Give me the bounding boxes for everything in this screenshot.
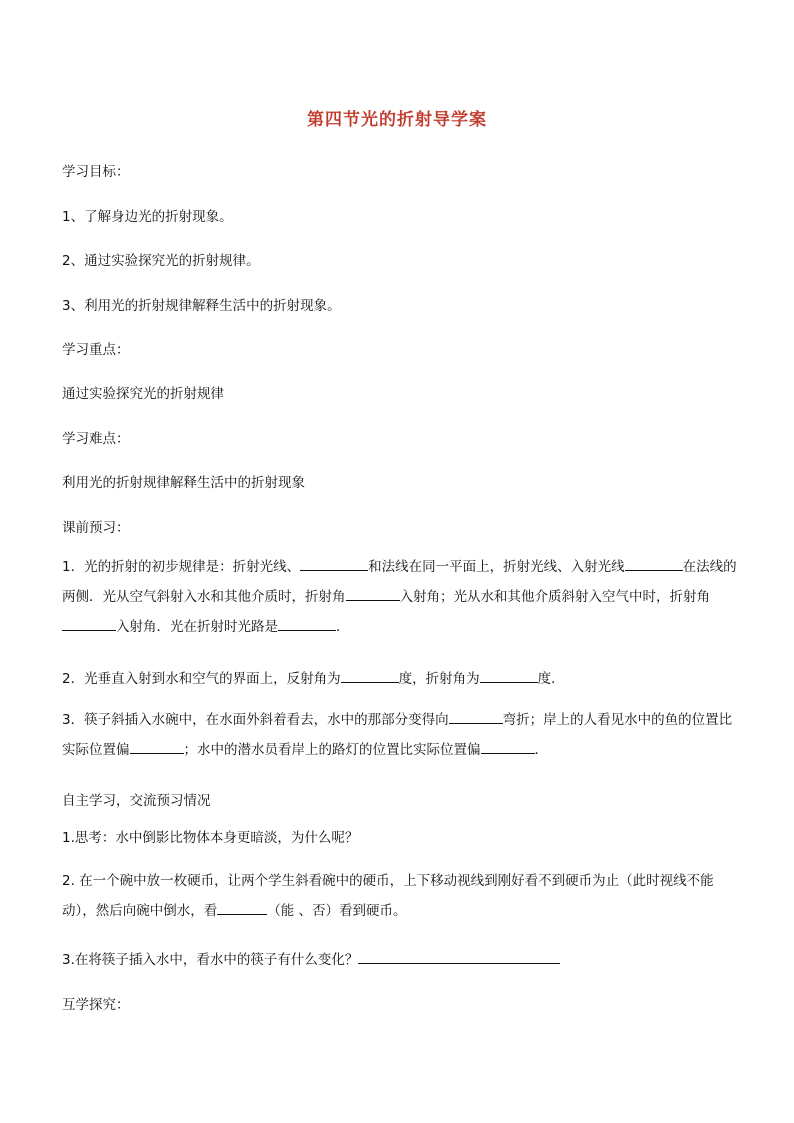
question-2 <box>62 667 565 687</box>
question-text: 弯折；岸上的人看见水中的鱼的位置比实际位置偏 <box>62 712 733 758</box>
question-text: 1．光的折射的初步规律是：折射光线、 <box>62 559 301 575</box>
answer-blank[interactable] <box>625 556 683 571</box>
question-text: （能 、否）看到硬币。 <box>267 903 407 919</box>
question-text: 在法线的两侧．光从空气斜射入水和其他介质时，折射角 <box>62 559 737 605</box>
answer-blank[interactable] <box>358 949 560 964</box>
question-text: ；水中的潜水员看岸上的路灯的位置比实际位置偏 <box>183 742 481 758</box>
question-text: 2．光垂直入射到水和空气的界面上，反射角为 <box>62 671 341 687</box>
answer-blank[interactable] <box>481 739 535 754</box>
question-3 <box>62 705 742 765</box>
question-text: 度． <box>537 671 565 687</box>
focus-heading: 学习重点： <box>62 342 130 358</box>
question-text: 和法线在同一平面上，折射光线、入射光线 <box>368 559 625 575</box>
answer-blank[interactable] <box>300 556 368 571</box>
answer-blank[interactable] <box>278 616 336 631</box>
difficulty-heading: 学习难点： <box>62 431 130 447</box>
answer-blank[interactable] <box>62 616 116 631</box>
question-text: 2. 在一个碗中放一枚硬币，让两个学生斜看碗中的硬币，上下移动视线到刚好看不到硬币为止（此时视线不能动），然后向碗中倒水，看 <box>62 873 714 919</box>
question-text: 3．筷子斜插入水碗中，在水面外斜着看去，水中的那部分变得向 <box>62 712 449 728</box>
answer-blank[interactable] <box>346 586 400 601</box>
self-study-heading: 自主学习，交流预习情况 <box>62 793 211 809</box>
self-question-3 <box>62 948 560 968</box>
self-question-1: 1.思考：水中倒影比物体本身更暗淡，为什么呢？ <box>62 830 359 846</box>
goal-item: 3、利用光的折射规律解释生活中的折射现象。 <box>62 298 341 314</box>
question-text: 入射角．光在折射时光路是 <box>116 619 278 635</box>
difficulty-text: 利用光的折射规律解释生活中的折射现象 <box>62 475 305 491</box>
answer-blank[interactable] <box>217 900 267 915</box>
answer-blank[interactable] <box>341 668 399 683</box>
preview-heading: 课前预习： <box>62 520 130 536</box>
mutual-heading: 互学探究： <box>62 997 130 1013</box>
question-text: ． <box>336 619 350 635</box>
question-text: ． <box>534 742 548 758</box>
goal-item: 1、了解身边光的折射现象。 <box>62 209 233 225</box>
question-text: 入射角；光从水和其他介质斜射入空气中时，折射角 <box>399 589 710 605</box>
page-title: 第四节光的折射导学案 <box>307 110 487 130</box>
goals-heading: 学习目标： <box>62 164 130 180</box>
goal-item: 2、通过实验探究光的折射规律。 <box>62 253 260 269</box>
self-question-2 <box>62 866 742 926</box>
question-text: 度，折射角为 <box>398 671 480 687</box>
focus-text: 通过实验探究光的折射规律 <box>62 386 224 402</box>
question-1 <box>62 552 742 642</box>
answer-blank[interactable] <box>130 739 184 754</box>
answer-blank[interactable] <box>480 668 538 683</box>
answer-blank[interactable] <box>449 709 503 724</box>
question-text: 3.在将筷子插入水中，看水中的筷子有什么变化？ <box>62 952 359 968</box>
